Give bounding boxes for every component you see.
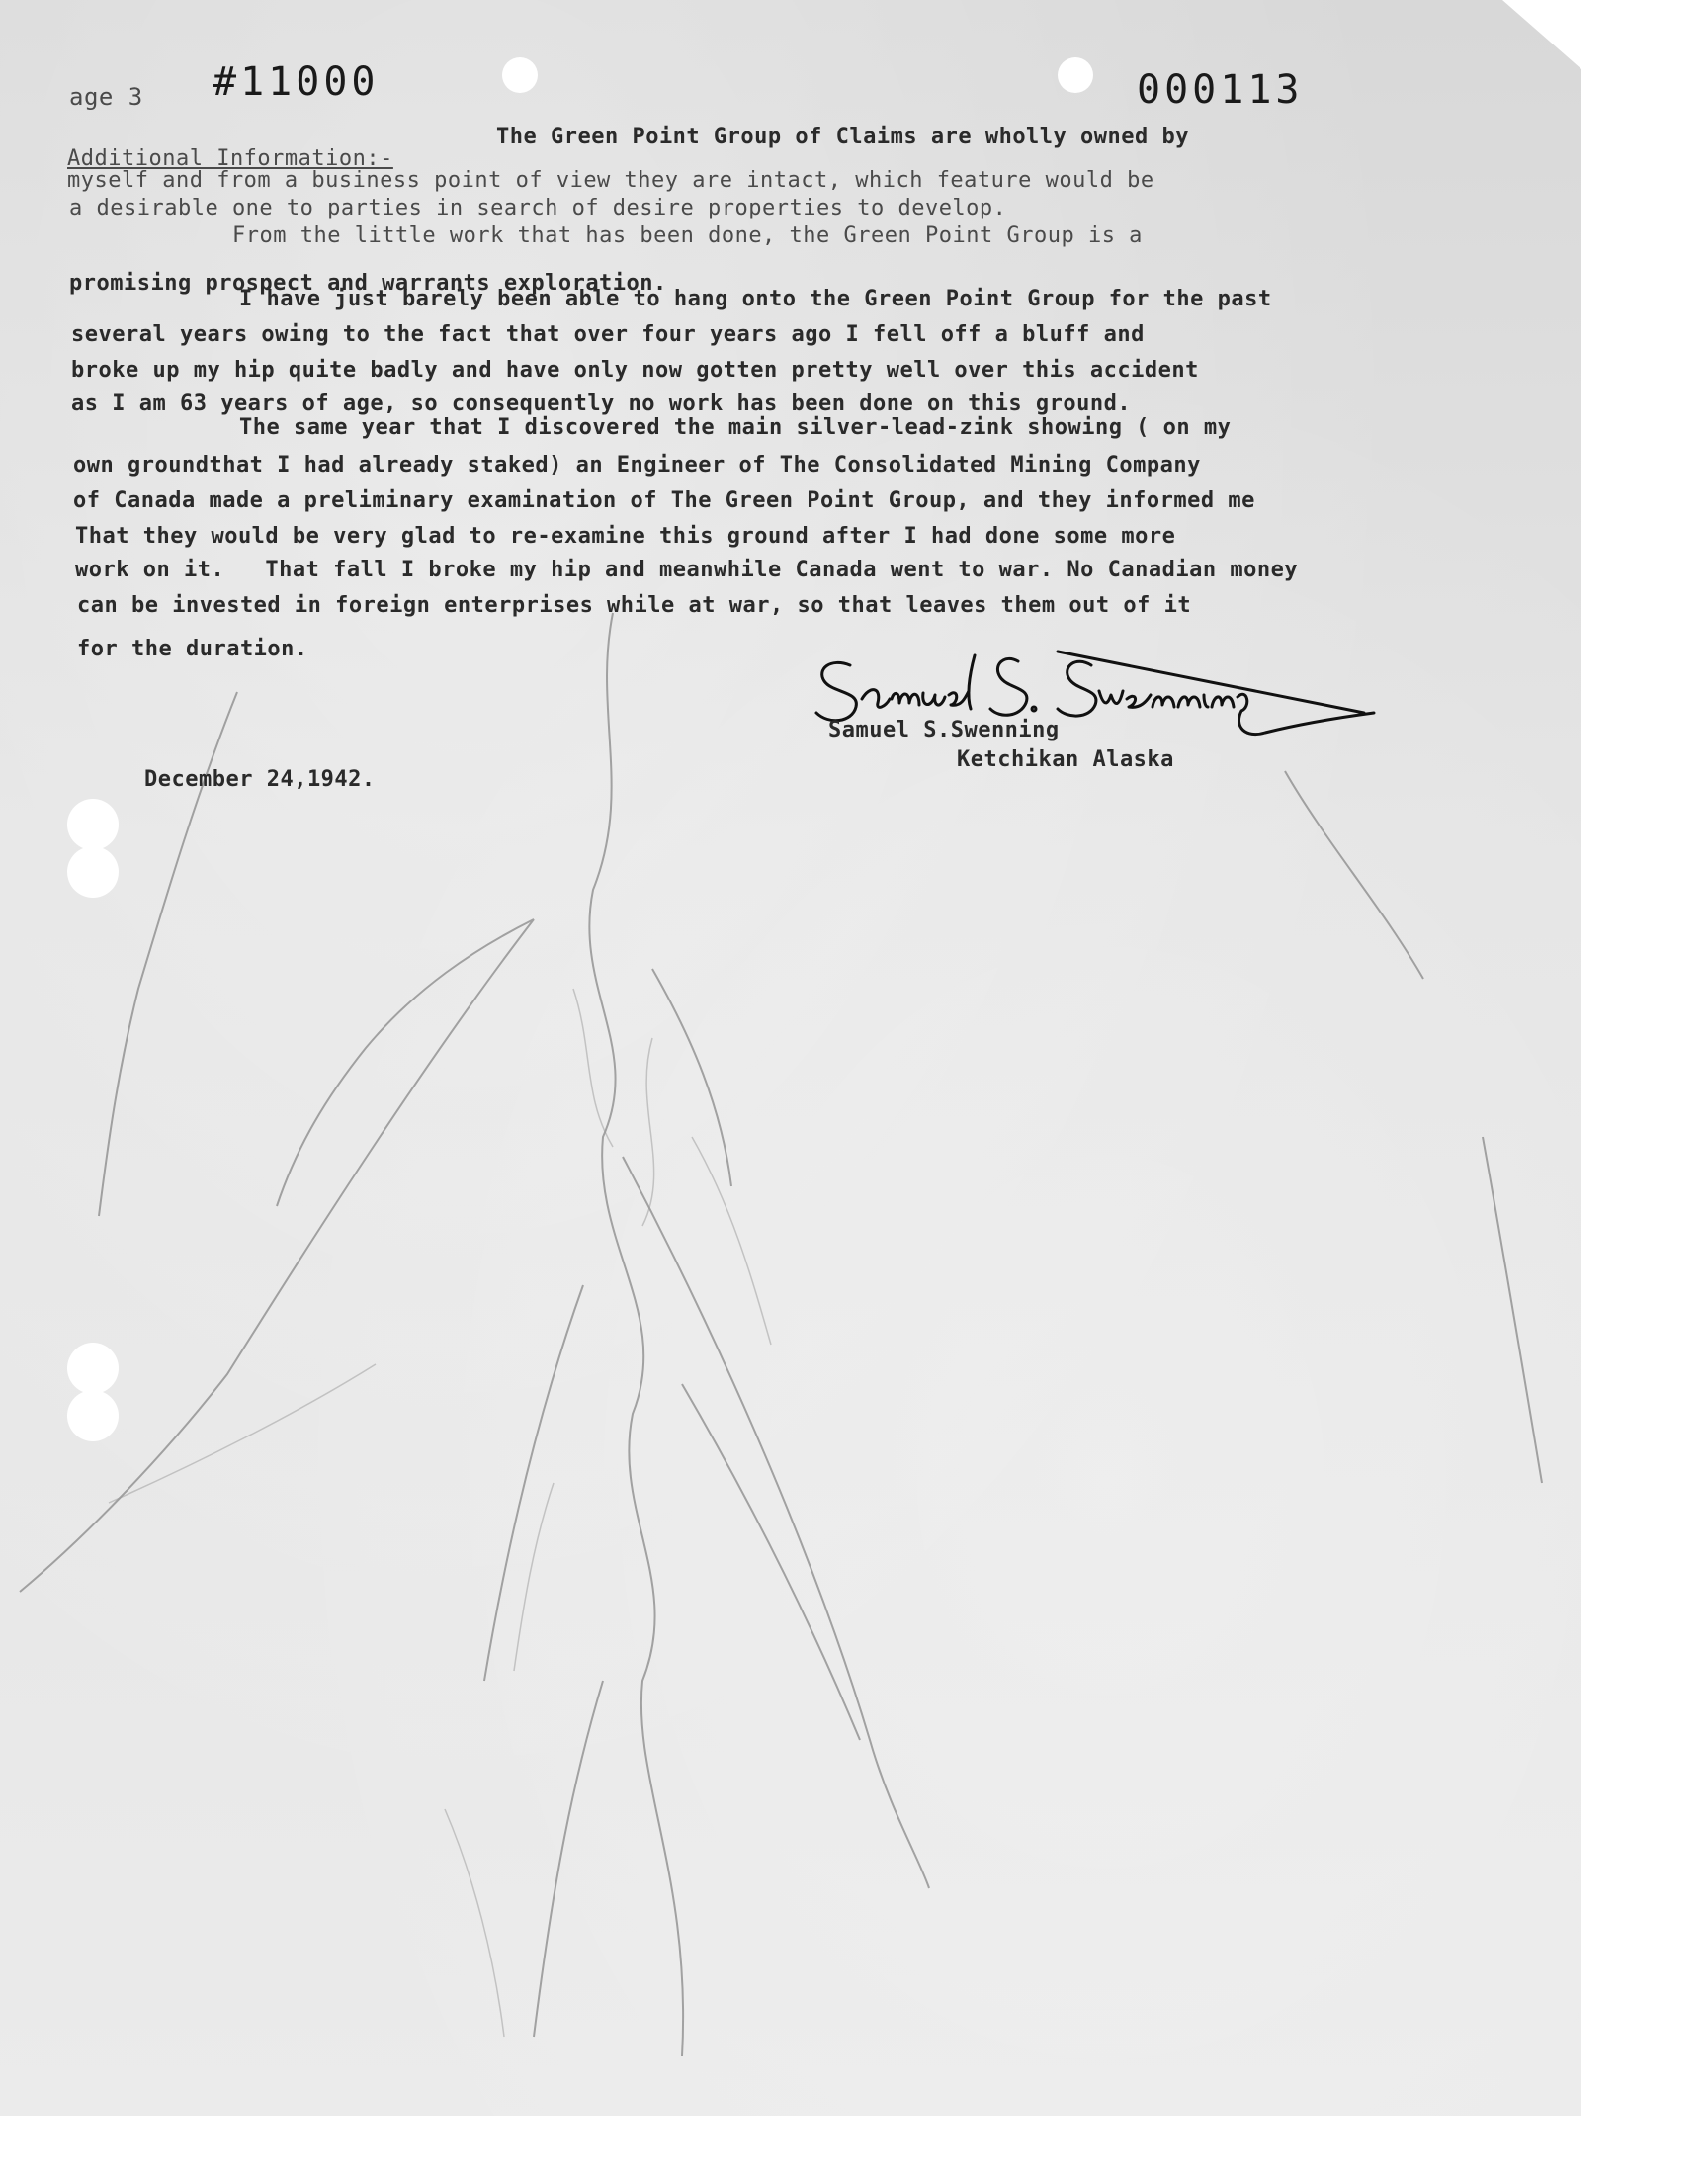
section-heading: Additional Information:- <box>67 146 393 171</box>
punch-hole <box>67 799 119 850</box>
file-number: #11000 <box>213 59 380 105</box>
body-line: a desirable one to parties in search of desire properties to develop. <box>69 196 1007 220</box>
body-line: own groundthat I had already staked) an Engineer of The Consolidated Mining Company <box>73 453 1201 478</box>
punch-hole <box>1058 57 1093 93</box>
signature-location: Ketchikan Alaska <box>957 747 1174 772</box>
typed-signature-name: Samuel S.Swenning <box>828 718 1060 742</box>
body-line: myself and from a business point of view they are intact, which feature would be <box>67 168 1154 193</box>
body-line: The same year that I discovered the main silver-lead-zink showing ( on my <box>239 415 1232 440</box>
page-label: age 3 <box>69 83 143 111</box>
body-line: The Green Point Group of Claims are wholly owned by <box>496 125 1190 149</box>
body-line: promising prospect and warrants exploration. <box>69 271 667 296</box>
body-line: of Canada made a preliminary examination of The Green Point Group, and they informed me <box>73 488 1255 513</box>
punch-hole <box>502 57 538 93</box>
letter-date: December 24,1942. <box>144 767 376 792</box>
body-line: broke up my hip quite badly and have only now gotten pretty well over this accident <box>71 358 1199 383</box>
body-line: I have just barely been able to hang onto the Green Point Group for the past <box>239 287 1272 311</box>
punch-hole <box>67 1343 119 1394</box>
folded-corner <box>1502 0 1581 69</box>
body-line: work on it. That fall I broke my hip and meanwhile Canada went to war. No Canadian money <box>75 558 1299 582</box>
body-line: as I am 63 years of age, so consequently no work has been done on this ground. <box>71 392 1132 416</box>
document-number: 000113 <box>1137 67 1304 113</box>
body-line: for the duration. <box>77 637 308 661</box>
body-line: That they would be very glad to re-examine this ground after I had done some more <box>75 524 1176 549</box>
body-line: can be invested in foreign enterprises while at war, so that leaves them out of it <box>77 593 1192 618</box>
punch-hole <box>67 846 119 898</box>
body-line: From the little work that has been done, the Green Point Group is a <box>232 223 1143 248</box>
punch-hole <box>67 1390 119 1441</box>
body-line: several years owing to the fact that over four years ago I fell off a bluff and <box>71 322 1145 347</box>
